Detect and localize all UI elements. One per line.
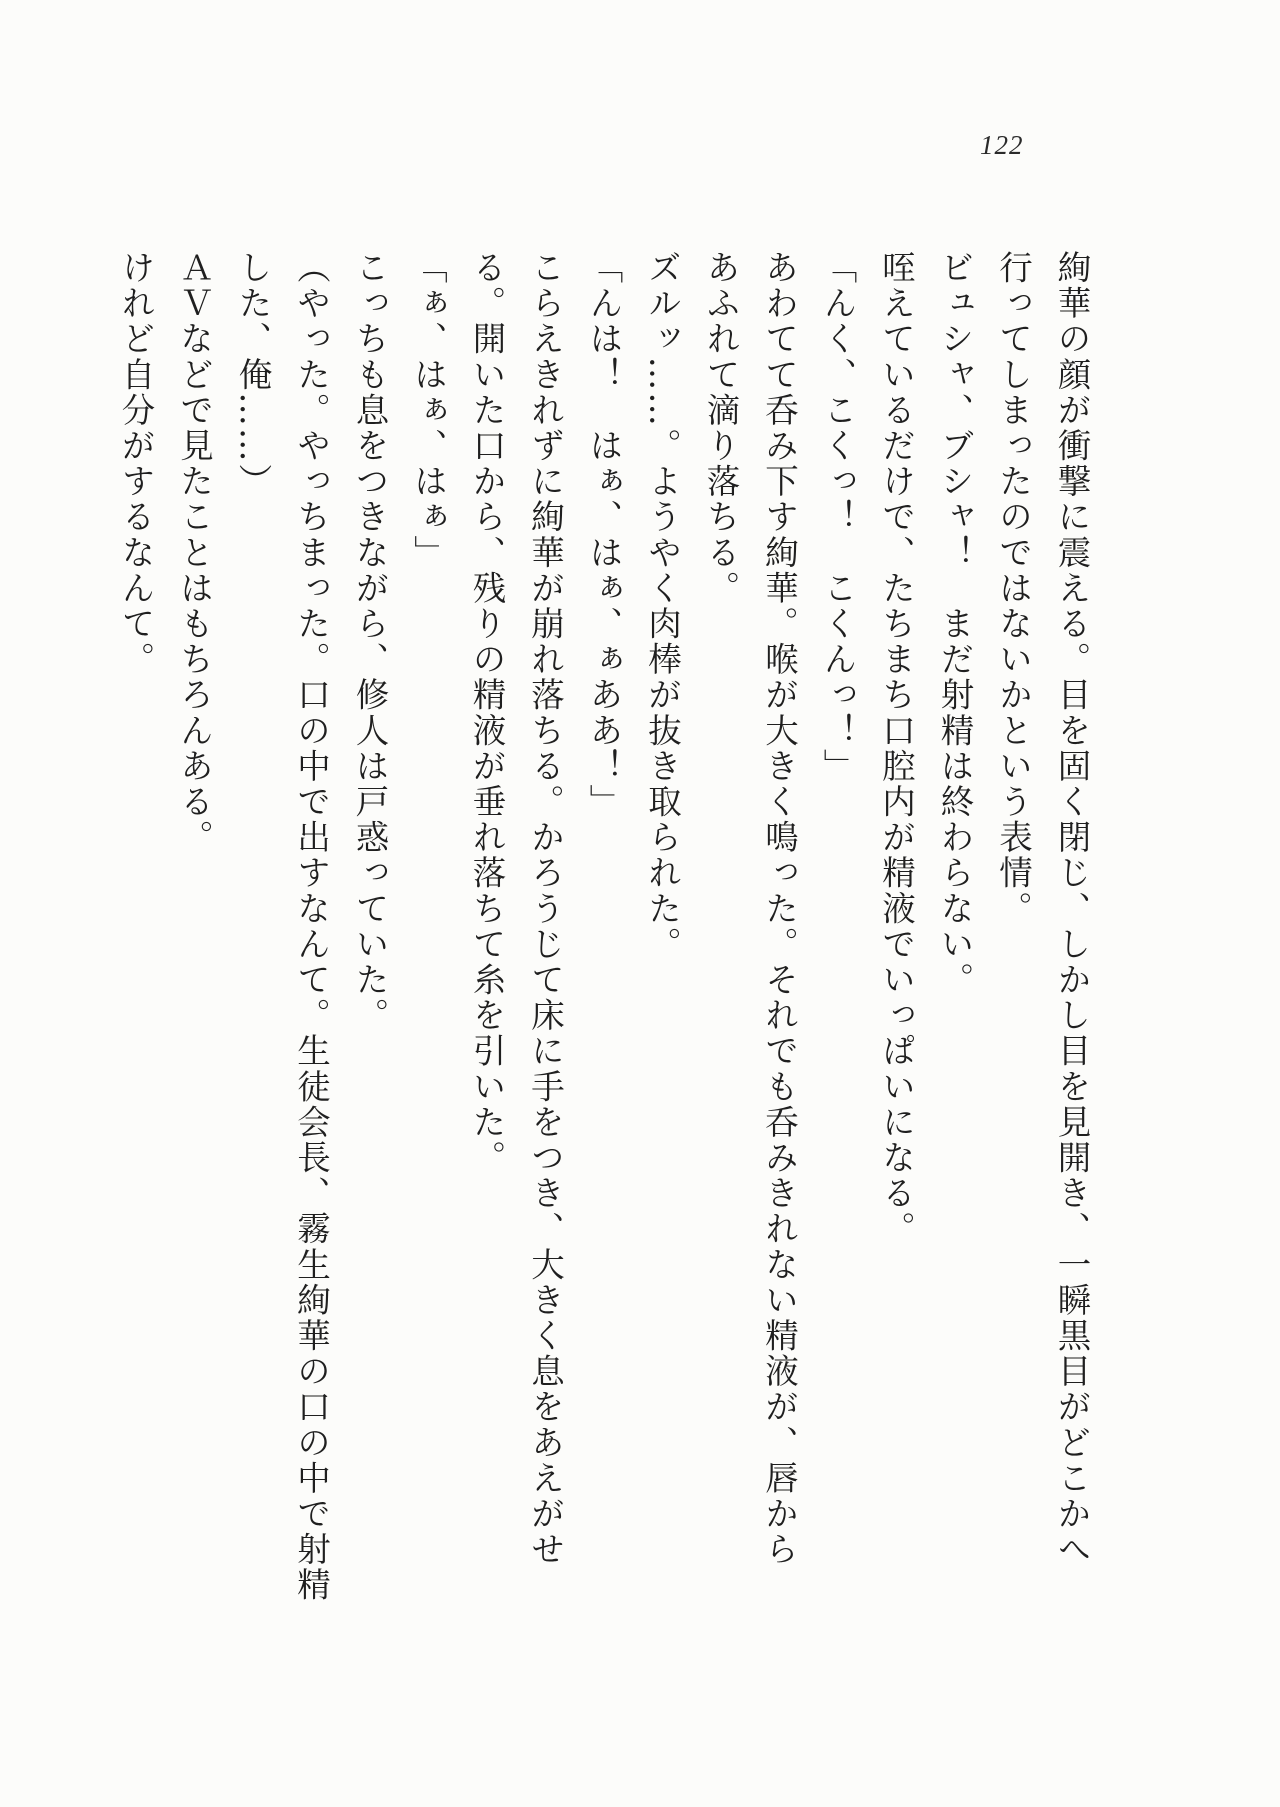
text-line: あふれて滴り落ちる。 — [701, 250, 740, 606]
text-line: 行ってしまったのではないかという表情。 — [993, 250, 1033, 927]
text-line: した、俺……） — [233, 250, 272, 500]
text-line: ビュシャ、ブシャ！ まだ射精は終わらない。 — [935, 250, 974, 998]
text-line: （やった。やっちまった。口の中で出すなんて。生徒会長、霧生絢華の口の中で射精 — [291, 250, 331, 1603]
text-line: ＡＶなどで見たことはもちろんある。 — [174, 250, 214, 856]
text-line: ズルッ……。ようやく肉棒が抜き取られた。 — [642, 250, 682, 962]
text-line: 絢華の顔が衝撃に震える。目を固く閉じ、しかし目を見開き、一瞬黒目がどこかへ — [1052, 250, 1091, 1568]
text-line: あわてて呑み下す絢華。喉が大きく鳴った。それでも呑みきれない精液が、唇から — [759, 250, 799, 1568]
text-line: こらえきれずに絢華が崩れ落ちる。かろうじて床に手をつき、大きく息をあえがせ — [525, 250, 565, 1568]
text-line: 「んく、こくっ！ こくんっ！」 — [818, 250, 857, 784]
text-line: 「ぁ、はぁ、はぁ」 — [408, 250, 448, 571]
text-line: けれど自分がするなんて。 — [116, 250, 155, 678]
page-number: 122 — [980, 130, 1024, 160]
text-line: 咥えているだけで、たちまち口腔内が精液でいっぱいになる。 — [876, 250, 916, 1247]
text-line: 「んは！ はぁ、はぁ、ぁああ！」 — [584, 250, 623, 820]
text-line: る。開いた口から、残りの精液が垂れ落ちて糸を引いた。 — [467, 250, 506, 1176]
text-line: こっちも息をつきながら、修人は戸惑っていた。 — [350, 250, 389, 1034]
body-text — [106, 250, 1101, 1603]
